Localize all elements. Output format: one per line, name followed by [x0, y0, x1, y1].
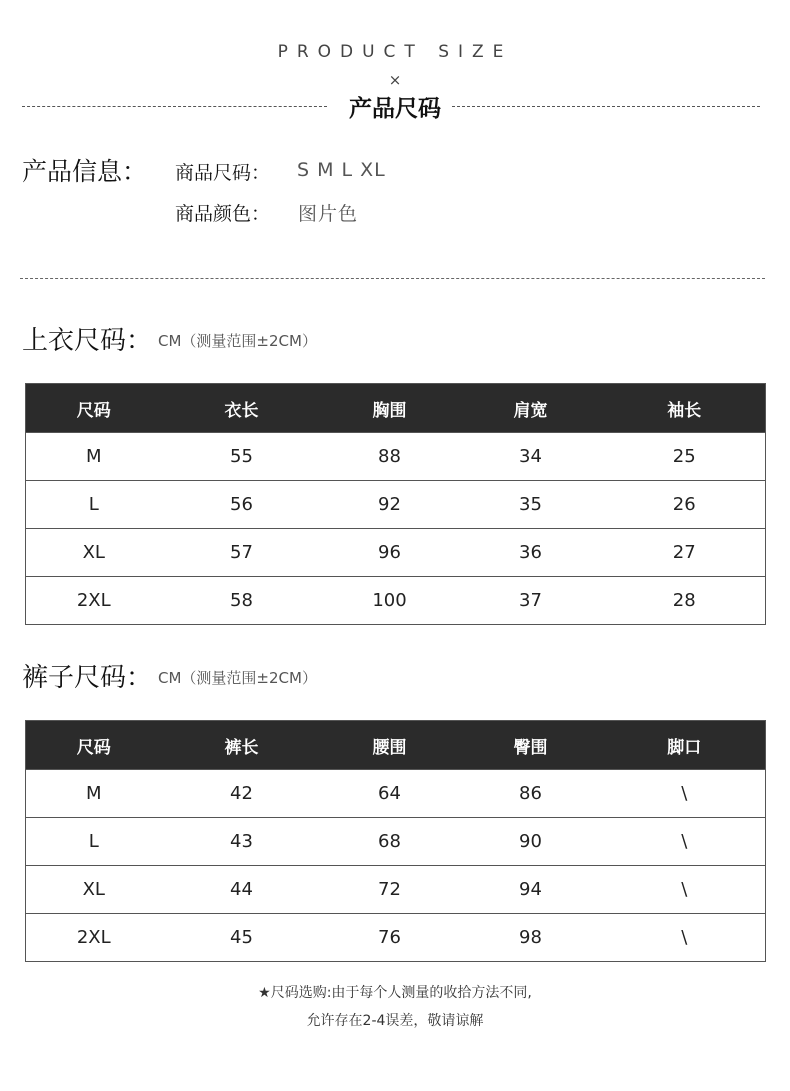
column-header: 裤长: [162, 721, 322, 770]
table-cell: M: [26, 433, 162, 481]
table-cell: 86: [458, 770, 604, 818]
table-cell: 44: [162, 866, 322, 914]
header-subtitle: PRODUCT SIZE: [277, 42, 513, 62]
table-row: [26, 866, 766, 914]
table-cell: 57: [162, 529, 322, 577]
table-cell: 45: [162, 914, 322, 962]
table-cell: XL: [26, 529, 162, 577]
pants-size-table: [25, 720, 766, 962]
top-size-table: [25, 383, 766, 625]
table-cell: 96: [322, 529, 458, 577]
table-row: [26, 433, 766, 481]
table-cell: 55: [162, 433, 322, 481]
footnote-line-1: ★尺码选购:由于每个人测量的收拾方法不同,: [258, 985, 532, 1001]
table-cell: 34: [458, 433, 604, 481]
table-cell: 90: [458, 818, 604, 866]
pants-size-title: 裤子尺码：: [22, 663, 153, 693]
table-cell: 26: [604, 481, 766, 529]
column-header: 肩宽: [458, 384, 604, 433]
table-row: [26, 529, 766, 577]
table-cell: 58: [162, 577, 322, 625]
header-divider-right: [452, 106, 760, 107]
table-header-row: [26, 721, 766, 770]
table-cell: 72: [322, 866, 458, 914]
table-cell: 56: [162, 481, 322, 529]
table-cell: \: [604, 818, 766, 866]
table-cell: 2XL: [26, 914, 162, 962]
table-row: [26, 818, 766, 866]
page-title: 产品尺码: [349, 96, 441, 122]
table-cell: 100: [322, 577, 458, 625]
section-divider: [20, 278, 765, 279]
column-header: 尺码: [26, 384, 162, 433]
table-cell: 68: [322, 818, 458, 866]
column-header: 袖长: [604, 384, 766, 433]
table-row: [26, 914, 766, 962]
table-cell: 36: [458, 529, 604, 577]
table-cell: 94: [458, 866, 604, 914]
color-value: 图片色: [298, 203, 359, 225]
pants-size-note: CM（测量范围±2CM）: [158, 669, 317, 687]
column-header: 尺码: [26, 721, 162, 770]
column-header: 臀围: [458, 721, 604, 770]
table-cell: 76: [322, 914, 458, 962]
table-cell: 35: [458, 481, 604, 529]
column-header: 脚口: [604, 721, 766, 770]
table-cell: 27: [604, 529, 766, 577]
top-size-note: CM（测量范围±2CM）: [158, 332, 317, 350]
table-cell: 98: [458, 914, 604, 962]
top-size-title: 上衣尺码：: [22, 326, 153, 356]
table-cell: 88: [322, 433, 458, 481]
times-symbol: ×: [388, 71, 402, 89]
column-header: 衣长: [162, 384, 322, 433]
table-cell: 42: [162, 770, 322, 818]
color-label: 商品颜色：: [175, 203, 271, 225]
table-cell: 92: [322, 481, 458, 529]
size-value: S M L XL: [297, 159, 386, 181]
table-cell: L: [26, 481, 162, 529]
table-cell: \: [604, 866, 766, 914]
table-cell: 25: [604, 433, 766, 481]
footnote-line-2: 允许存在2-4误差，敬请谅解: [306, 1013, 484, 1029]
table-header-row: [26, 384, 766, 433]
column-header: 腰围: [322, 721, 458, 770]
size-label: 商品尺码：: [175, 162, 271, 184]
table-cell: 43: [162, 818, 322, 866]
table-row: [26, 481, 766, 529]
table-cell: 2XL: [26, 577, 162, 625]
table-row: [26, 770, 766, 818]
column-header: 胸围: [322, 384, 458, 433]
table-cell: \: [604, 770, 766, 818]
table-cell: 28: [604, 577, 766, 625]
table-row: [26, 577, 766, 625]
table-cell: 64: [322, 770, 458, 818]
table-cell: \: [604, 914, 766, 962]
product-info-label: 产品信息：: [22, 157, 148, 186]
table-cell: L: [26, 818, 162, 866]
table-cell: M: [26, 770, 162, 818]
table-cell: 37: [458, 577, 604, 625]
table-cell: XL: [26, 866, 162, 914]
